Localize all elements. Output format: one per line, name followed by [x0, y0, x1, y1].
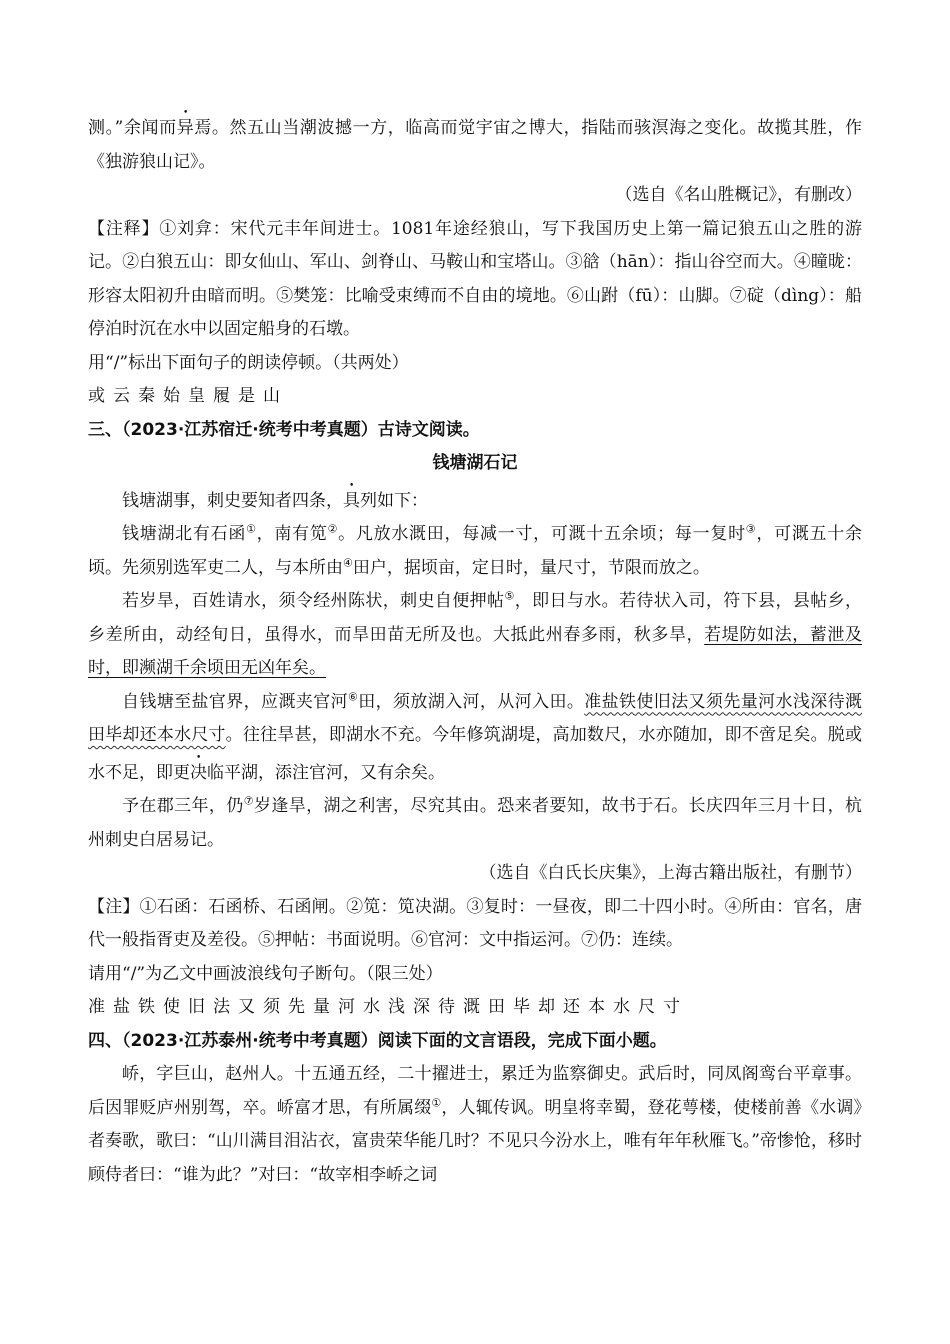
section2-notes: 【注释】①刘弇：宋代元丰年间进士。1081年途经狼山，写下我国历史上第一篇记狼五山之胜的游记。②白狼五山：即女仙山、军山、剑脊山、马鞍山和宝塔山。③谽（hān）：指山谷空而大。④瞳昽：形容太阳初升由暗而明。⑤樊笼：比喻受束缚而不自由的境地。⑥山跗（fū）：山脚。⑦碇（dìng）：船停泊时沉在水中以固定船身的石墩。 [88, 218, 862, 339]
section2-sentence: 或云秦始皇履是山 [88, 386, 288, 406]
section3-paragraph-2: 钱塘湖北有石函①，南有笕②。凡放水溉田，每减一寸，可溉十五余顷；每一复时③，可溉五十余顷。先须别选军吏二人，与本所由④田户，据顷亩，定日时，量尺寸，节限而放之。 [88, 522, 863, 578]
emphasized-char: 异 [176, 118, 195, 138]
section2-source: （选自《名山胜概记》，有删改） [615, 185, 862, 205]
section3-paragraph-4: 自钱塘至盐官界，应溉夹官河⑥田，须放湖入河，从河入田。准盐铁使旧法又须先量河水浅深待溉田毕却还本水尺寸。往往旱甚，即湖水不充。今年修筑湖堤，高加数尺，水亦随加，即不啻足矣。脱或水不足，即更决临平湖，添注官河，又有余矣。 [88, 689, 863, 783]
section3-notes: 【注】①石函：石函桥、石函闸。②笕：笕决湖。③复时：一昼夜，即二十四小时。④所由：官名，唐代一般指胥吏及差役。⑤押帖：书面说明。⑥官河：文中指运河。⑦仍：连续。 [88, 896, 862, 950]
section3-paragraph-3: 若岁旱，百姓请水，须令经州陈状，刺史自便押帖⑤，即日与水。若待状入司，符下县，县帖乡，乡差所由，动经旬日，虽得水，而旱田苗无所及也。大抵此州春多雨，秋多旱，若堤防如法，蓄泄及时，即濒湖千余顷田无凶年矣。 [88, 589, 863, 678]
emphasized-char: 决 [190, 762, 207, 783]
section3-heading: 三、（2023·江苏宿迁·统考中考真题）古诗文阅读。 [88, 419, 480, 440]
underlined-sentence: 若堤防如法，蓄泄及时，即濒湖千余顷田无凶年矣。 [88, 624, 863, 678]
section3-title: 钱塘湖石记 [432, 453, 518, 473]
footnote-marker: ⑦ [243, 794, 254, 808]
section3-source: （选自《白氏长庆集》，上海古籍出版社，有删节） [479, 863, 862, 883]
section2-closing-paragraph: 测。”余闻而异焉。然五山当潮波撼一方，临高而觉宇宙之博大，指陆而骇溟海之变化。故揽其胜，作《独游狼山记》。 [88, 118, 863, 172]
emphasized-char: 具 [343, 490, 360, 511]
footnote-marker: ① [246, 522, 257, 536]
section4-heading: 四、（2023·江苏泰州·统考中考真题）阅读下面的文言语段，完成下面小题。 [88, 1030, 667, 1051]
footnote-marker: ① [431, 1095, 442, 1109]
section2-question: 用“/”标出下面句子的朗读停顿。（共两处） [88, 352, 409, 373]
section3-question: 请用“/”为乙文中画波浪线句子断句。（限三处） [88, 963, 443, 984]
section3-sentence: 准盐铁使旧法又须先量河水浅深待溉田毕却还本水尺寸 [88, 997, 688, 1017]
section3-paragraph-1: 钱塘湖事，刺史要知者四条，具列如下： [122, 490, 428, 511]
section4-paragraph-1: 峤，字巨山，赵州人。十五通五经，二十擢进士，累迁为监察御史。武后时，同凤阁鸾台平章事。后因罪贬庐州别驾，卒。峤富才思，有所属缀①，人辄传讽。明皇将幸蜀，登花萼楼，使楼前善《水调》者奏歌，歌曰：“山川满目泪沾衣，富贵荣华能几时？不见只今汾水上，唯有年年秋雁飞。”帝惨怆，移时顾侍者曰：“谁为此？”对曰：“故宰相李峤之词 [88, 1064, 862, 1185]
footnote-marker: ③ [745, 522, 757, 536]
footnote-marker: ⑤ [504, 589, 515, 603]
section3-paragraph-5: 予在郡三年，仍⑦岁逢旱，湖之利害，尽究其由。恐来者要知，故书于石。长庆四年三月十日，杭州刺史白居易记。 [88, 794, 862, 850]
footnote-marker: ④ [343, 555, 353, 569]
footnote-marker: ② [327, 522, 339, 536]
footnote-marker: ⑥ [348, 689, 359, 703]
wavy-underlined-sentence: 准盐铁使旧法又须先量河水浅深待溉田毕却还本水尺寸 [88, 691, 863, 745]
